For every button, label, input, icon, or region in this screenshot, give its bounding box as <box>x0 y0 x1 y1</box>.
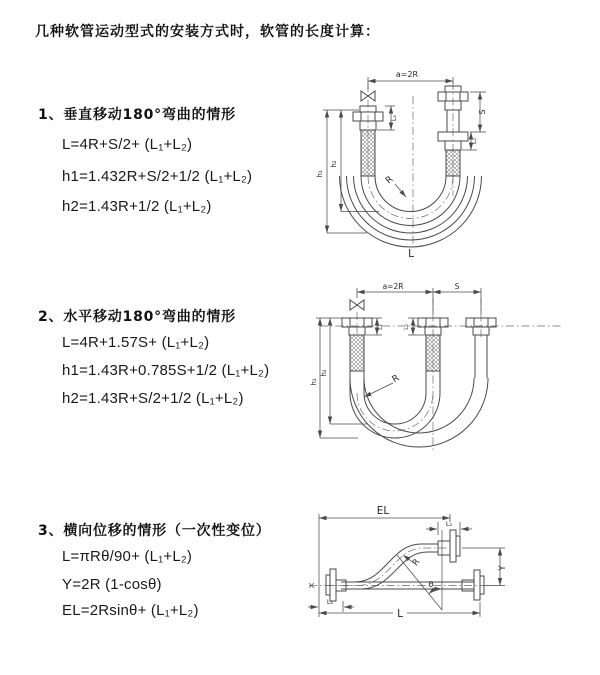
dimension-a2r <box>368 70 453 89</box>
diagram-horizontal-180-bend <box>300 278 585 468</box>
section-1-formula-h2: h2=1.43R+1/2 (L₁+L₂) <box>62 198 212 215</box>
section-2-heading-text: 水平移动180°弯曲的情形 <box>63 309 236 325</box>
hose-s-curve <box>341 544 474 589</box>
section-2-formula-L: L=4R+1.57S+ (L₁+L₂) <box>62 334 210 351</box>
section-2-formula-h1: h1=1.43R+0.785S+1/2 (L₁+L₂) <box>62 362 270 379</box>
dimension-s <box>433 282 481 292</box>
valve-icon <box>350 300 364 310</box>
dimension-s <box>470 92 487 132</box>
dim-a2r-label: a=2R <box>382 282 404 291</box>
dim-h1-label: h₁ <box>310 378 318 386</box>
dim-h1-label: h₁ <box>316 170 324 178</box>
radius-leader <box>384 175 406 197</box>
upper-flange-displaced <box>438 530 460 562</box>
section-3-heading <box>38 520 271 540</box>
section-2-formula-h2: h2=1.43R+S/2+1/2 (L₁+L₂) <box>62 390 244 407</box>
radius-label: R <box>410 557 423 569</box>
dim-l1-label: L₁ <box>390 114 398 122</box>
centerlines <box>368 82 453 246</box>
dimension-l1 <box>308 598 354 612</box>
section-3-formula-EL: EL=2Rsinθ+ (L₁+L₂) <box>62 602 199 619</box>
radius-label: R <box>384 174 396 187</box>
section-3-formula-Y: Y=2R (1-cosθ) <box>62 576 162 593</box>
dim-s-label: S <box>454 282 460 291</box>
section-3-formula-L: L=πRθ/90+ (L₁+L₂) <box>62 548 193 565</box>
section-1-number: 1、 <box>38 107 64 123</box>
dim-y-label: Y <box>498 565 508 571</box>
dim-l2-label: L₂ <box>445 520 453 528</box>
section-1-formula-L: L=4R+S/2+ (L₁+L₂) <box>62 136 193 153</box>
section-1-heading <box>38 104 236 124</box>
left-flange-fitting <box>309 569 346 601</box>
dimension-l2 <box>426 520 472 535</box>
page-title: 几种软管运动型式的安装方式时，软管的长度计算： <box>35 24 380 40</box>
dim-l1-label: L₁ <box>377 324 384 330</box>
section-1-heading-text: 垂直移动180°弯曲的情形 <box>63 107 236 123</box>
length-label: L <box>408 248 414 260</box>
right-flange-original <box>462 570 484 600</box>
radius-leader <box>364 373 401 397</box>
centerlines <box>320 298 563 450</box>
dim-a2r-label: a=2R <box>395 70 419 79</box>
section-2-number: 2、 <box>38 309 64 325</box>
section-3-number: 3、 <box>38 523 64 539</box>
dim-el-label: EL <box>376 505 390 517</box>
dim-l-label: L <box>397 608 403 620</box>
dim-h2-label: h₂ <box>320 369 328 377</box>
theta-label: θ <box>428 580 434 589</box>
dimension-l1 <box>377 106 398 130</box>
radius-label: R <box>390 373 402 386</box>
hose-u-bend-arcs <box>350 335 488 447</box>
diagram-vertical-180-bend <box>303 64 588 262</box>
dim-l2-label: L₂ <box>470 137 478 145</box>
dimension-a2r <box>357 282 481 314</box>
dim-l2-label: L₂ <box>403 324 410 330</box>
section-1-formula-h1: h1=1.432R+S/2+1/2 (L₁+L₂) <box>62 168 253 185</box>
diagram-lateral-displacement <box>297 500 597 652</box>
theta-construction <box>397 530 442 610</box>
dimension-el <box>319 505 450 617</box>
section-2-heading <box>38 306 236 326</box>
right-flange-lower-position <box>438 132 468 176</box>
dim-h2-label: h₂ <box>330 160 338 168</box>
dim-s-label: S <box>478 109 487 115</box>
dim-l1-label: L₁ <box>326 598 334 606</box>
section-3-heading-text: 横向位移的情形（一次性变位） <box>63 523 271 539</box>
